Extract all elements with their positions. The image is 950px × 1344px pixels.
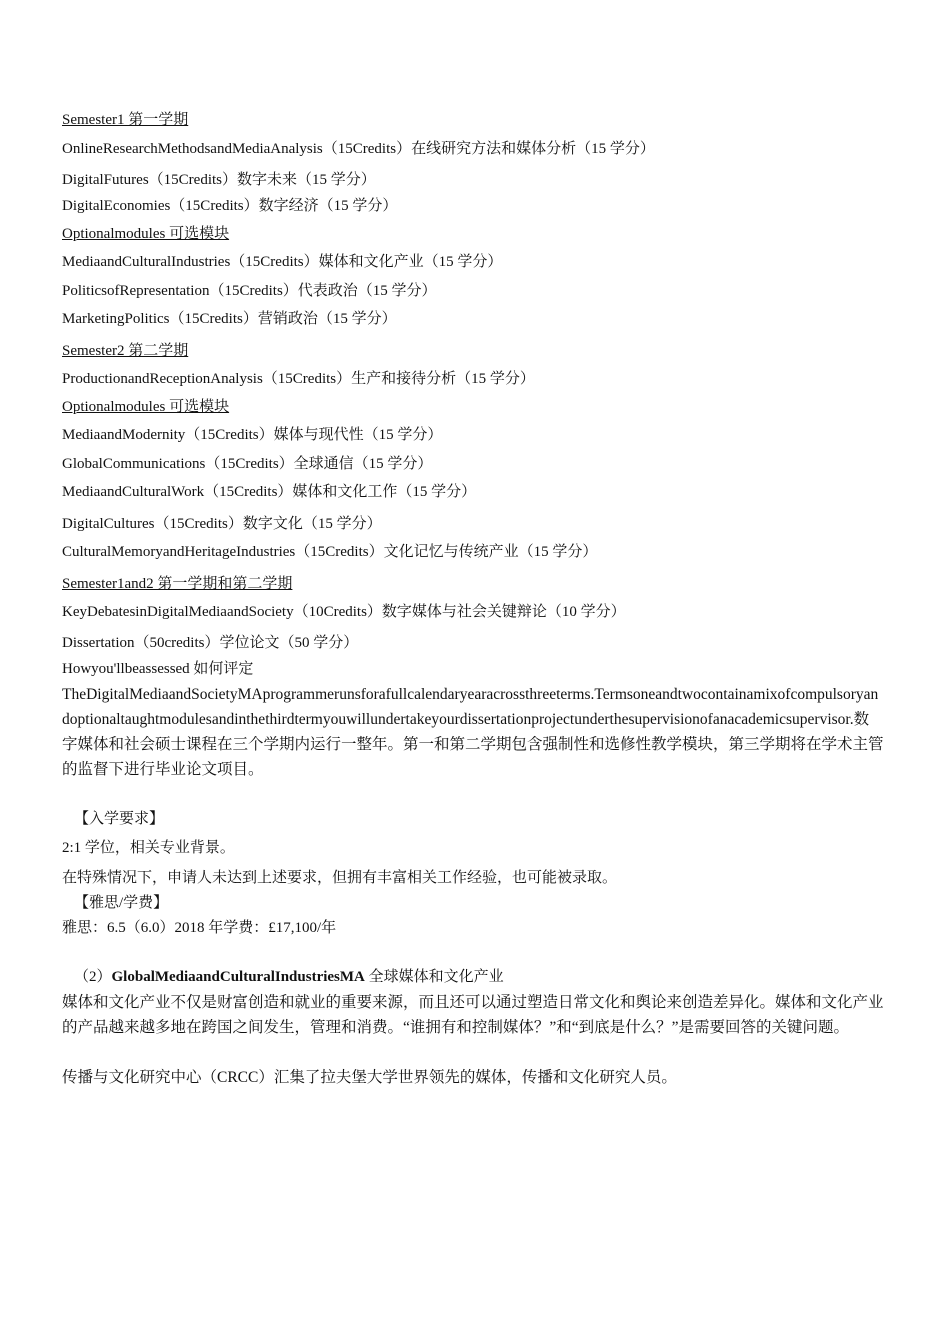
semester1-optional-3: MarketingPolitics（15Credits）营销政治（15 学分） bbox=[62, 311, 397, 327]
semester2-module-1: ProductionandReceptionAnalysis（15Credits）生产和接待分析（15 学分） bbox=[62, 371, 535, 387]
semester2-optional-4: DigitalCultures（15Credits）数字文化（15 学分） bbox=[62, 516, 382, 532]
program2-title bbox=[74, 967, 504, 987]
program2-paragraph-1: 媒体和文化产业不仅是财富创造和就业的重要来源，而且还可以通过塑造日常文化和舆论来创造差异化。媒体和文化产业的产品越来越多地在跨国之间发生，管理和消费。“谁拥有和控制媒体？”和“到底是什么？”是需要回答的关键问题。 bbox=[62, 994, 884, 1036]
semester1-optional-heading: Optionalmodules 可选模块 bbox=[62, 226, 230, 242]
semester1-optional-1: MediaandCulturalIndustries（15Credits）媒体和文化产业（15 学分） bbox=[62, 254, 503, 270]
semester1-optional-2: PoliticsofRepresentation（15Credits）代表政治（15 学分） bbox=[62, 283, 437, 299]
semester1-heading: Semester1 第一学期 bbox=[62, 112, 189, 128]
assessment-body: TheDigitalMediaandSocietyMAprogrammerunsforafullcalendaryearacrossthreeterms.Termsoneandtwocontainamixofcompulsoryandoptionaltaughtmodulesandinthethirdtermyouwillundertakeyourdissertationprojectunderthesupervisionofanacademicsupervisor.数字媒体和社会硕士课程在三个学期内运行一整年。第一和第二学期包含强制性和选修性教学模块，第三学期将在学术主管的监督下进行毕业论文项目。 bbox=[62, 686, 884, 778]
semester2-heading: Semester2 第二学期 bbox=[62, 343, 189, 359]
entry-line-2: 在特殊情况下，申请人未达到上述要求，但拥有丰富相关工作经验，也可能被录取。 bbox=[62, 870, 618, 886]
semester2-optional-3: MediaandCulturalWork（15Credits）媒体和文化工作（15 学分） bbox=[62, 484, 477, 500]
semester1-module-3: DigitalEconomies（15Credits）数字经济（15 学分） bbox=[62, 198, 398, 214]
semester12-module-1: KeyDebatesinDigitalMediaandSociety（10Credits）数字媒体与社会关键辩论（10 学分） bbox=[62, 604, 626, 620]
semester2-optional-2: GlobalCommunications（15Credits）全球通信（15 学分） bbox=[62, 456, 433, 472]
program2-paragraph-2: 传播与文化研究中心（CRCC）汇集了拉夫堡大学世界领先的媒体，传播和文化研究人员。 bbox=[62, 1069, 677, 1086]
semester12-heading: Semester1and2 第一学期和第二学期 bbox=[62, 576, 293, 592]
program2-title-cn: 全球媒体和文化产业 bbox=[364, 969, 504, 985]
entry-line-1: 2:1 学位，相关专业背景。 bbox=[62, 840, 235, 856]
program2-number: （2） bbox=[74, 969, 112, 985]
semester12-module-2: Dissertation（50credits）学位论文（50 学分） bbox=[62, 635, 359, 651]
fees-line: 雅思：6.5（6.0）2018 年学费：£17,100/年 bbox=[62, 920, 337, 936]
semester2-optional-5: CulturalMemoryandHeritageIndustries（15Credits）文化记忆与传统产业（15 学分） bbox=[62, 544, 598, 560]
program2-title-en: GlobalMediaandCulturalIndustriesMA bbox=[111, 969, 365, 985]
semester2-optional-heading: Optionalmodules 可选模块 bbox=[62, 399, 230, 415]
semester1-module-2: DigitalFutures（15Credits）数字未来（15 学分） bbox=[62, 172, 376, 188]
semester2-optional-1: MediaandModernity（15Credits）媒体与现代性（15 学分） bbox=[62, 427, 443, 443]
semester1-module-1: OnlineResearchMethodsandMediaAnalysis（15Credits）在线研究方法和媒体分析（15 学分） bbox=[62, 141, 655, 157]
entry-heading: 【入学要求】 bbox=[74, 811, 165, 827]
assessment-heading: Howyou'llbeassessed 如何评定 bbox=[62, 661, 254, 677]
fees-heading: 【雅思/学费】 bbox=[74, 895, 169, 911]
